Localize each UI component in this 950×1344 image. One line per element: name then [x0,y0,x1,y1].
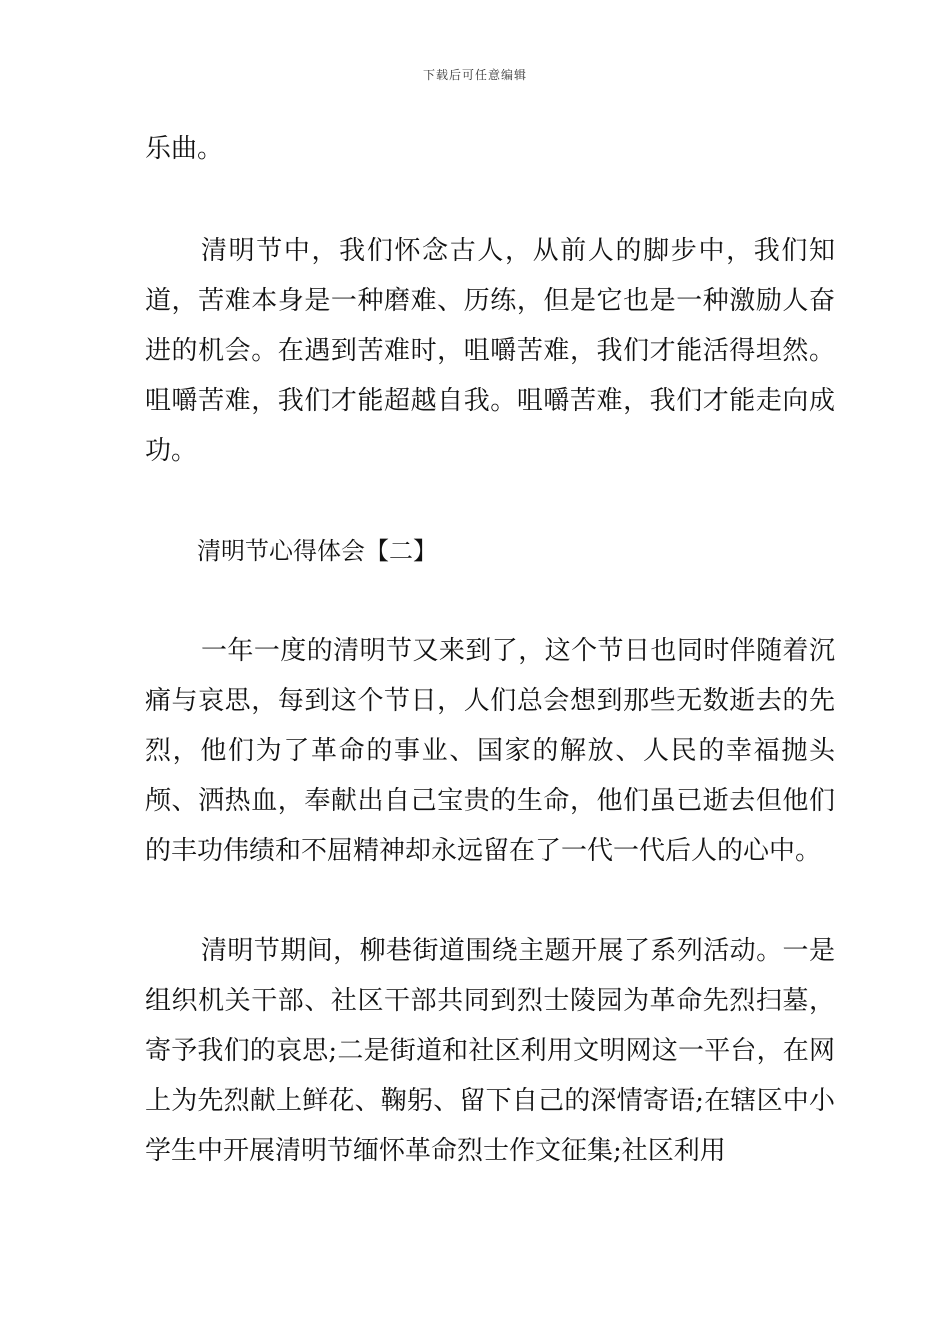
document-body [145,124,835,1176]
paragraph-continuation: 乐曲。 [145,134,224,164]
paragraph-3: 清明节期间，柳巷街道围绕主题开展了系列活动。一是组织机关干部、社区干部共同到烈士陵园为革命先烈扫墓，寄予我们的哀思;二是街道和社区利用文明网这一平台，在网上为先烈献上鲜花、鞠躬、留下自己的深情寄语;在辖区中小学生中开展清明节缅怀革命烈士作文征集;社区利用 [145,936,835,1166]
paragraph-2: 一年一度的清明节又来到了，这个节日也同时伴随着沉痛与哀思，每到这个节日，人们总会想到那些无数逝去的先烈，他们为了革命的事业、国家的解放、人民的幸福抛头颅、洒热血，奉献出自己宝贵的生命，他们虽已逝去但他们的丰功伟绩和不屈精神却永远留在了一代一代后人的心中。 [145,636,835,866]
paragraph-1: 清明节中，我们怀念古人，从前人的脚步中，我们知道，苦难本身是一种磨难、历练，但是它也是一种激励人奋进的机会。在遇到苦难时，咀嚼苦难，我们才能活得坦然。咀嚼苦难，我们才能超越自我。咀嚼苦难，我们才能走向成功。 [145,236,835,466]
header-note: 下载后可任意编辑 [422,68,527,82]
section-heading: 清明节心得体会【二】 [197,537,437,565]
